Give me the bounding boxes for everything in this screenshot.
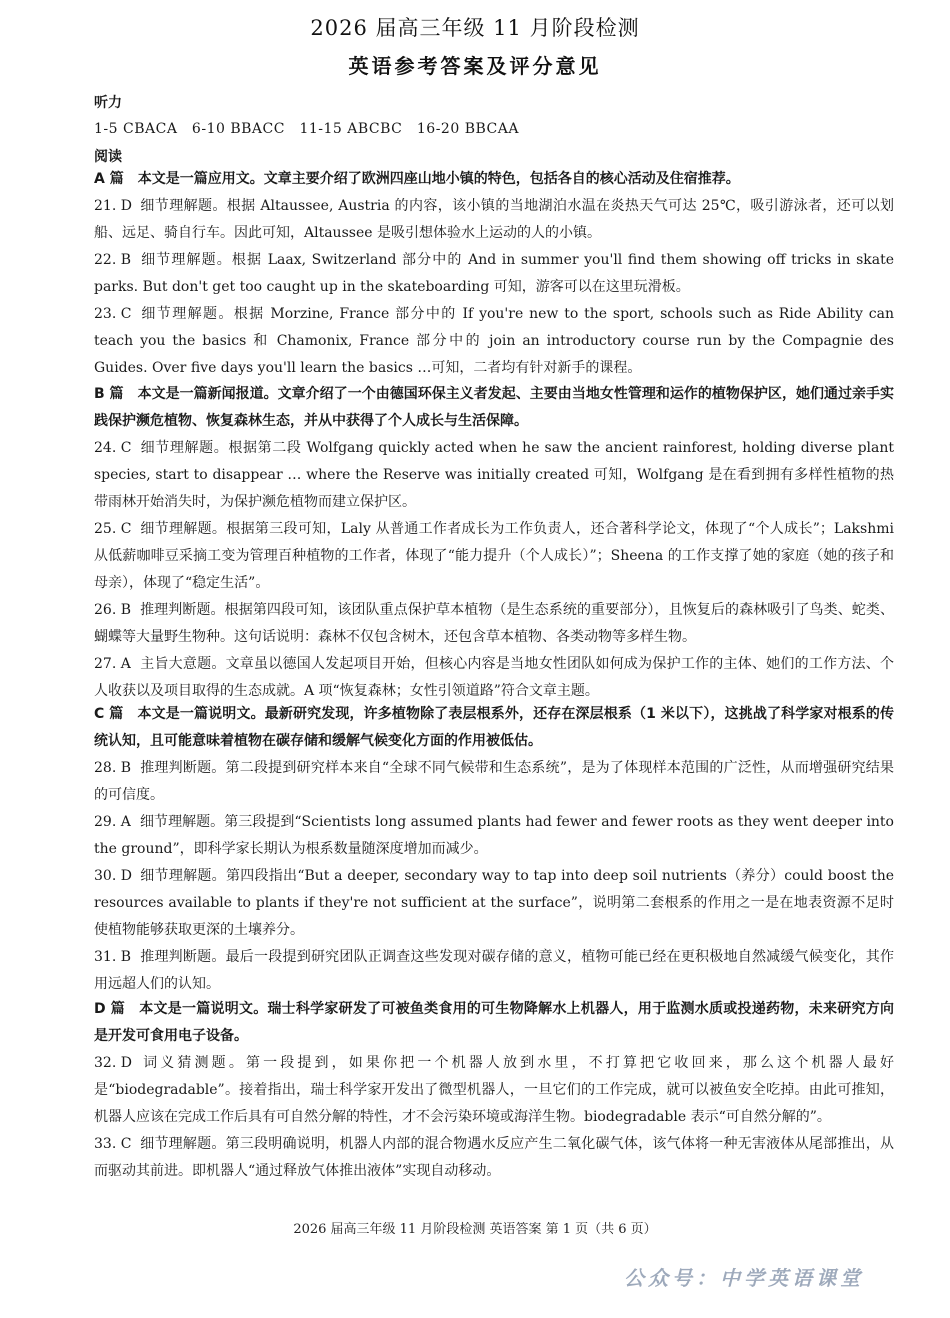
answer-explanation: 词义猜测题。第一段提到，如果你把一个机器人放到水里，不打算把它收回来，那么这个机器人最好是“biodegradable”。接着指出，瑞士科学家开发出了微型机器人，一旦它们的工作完成，就可以被鱼安全吃掉。由此可推知，机器人应该在完成工作后具有可自然分解的特性，才不会污染环境或海洋生物。biodegradable 表示“可自然分解的”。: [94, 1055, 894, 1125]
answer-item: [94, 247, 894, 301]
section-b: [94, 381, 894, 705]
answer-number: 23. C: [94, 306, 132, 322]
answer-number: 25. C: [94, 521, 132, 537]
listening-answers: 1-5 CBACA 6-10 BBACC 11-15 ABCBC 16-20 BBCAA: [94, 121, 519, 137]
answer-explanation: 细节理解题。根据 Laax, Switzerland 部分中的 And in summer you'll find them showing off tricks in skate parks. But don't get too caught up in the skateboarding 可知，游客可以在这里玩滑板。: [94, 252, 894, 295]
answer-explanation: 细节理解题。第四段指出“But a deeper, secondary way to tap into deep soil nutrients（养分）could boost the resources available to plants if they're not sufficient at the surface”，说明第二套根系的作用之一是在地表资源不足时使植物能够获取更深的土壤养分。: [94, 868, 894, 938]
answer-explanation: 细节理解题。根据第三段可知，Laly 从普通工作者成长为工作负责人，还合著科学论文，体现了“个人成长”；Lakshmi 从低薪咖啡豆采摘工变为管理百种植物的工作者，体现了“能力提升（个人成长）”；Sheena 的工作支撑了她的家庭（她的孩子和母亲），体现了“稳定生活”。: [94, 521, 894, 591]
section-header: C 篇 本文是一篇说明文。最新研究发现，许多植物除了表层根系外，还存在深层根系（1 米以下），这挑战了科学家对根系的传统认知，且可能意味着植物在碳存储和缓解气候变化方面的作用被低估。: [94, 706, 894, 749]
answer-item: [94, 597, 894, 651]
answer-explanation: 细节理解题。根据第二段 Wolfgang quickly acted when he saw the ancient rainforest, holding diverse plant species, start to disappear … where the Reserve was initially created 可知，Wolfgang 是在看到拥有多样性植物的热带雨林开始消失时，为保护濒危植物而建立保护区。: [94, 440, 894, 510]
answer-number: 29. A: [94, 814, 131, 830]
section-d: [94, 996, 894, 1185]
answer-item: [94, 516, 894, 597]
answer-number: 22. B: [94, 252, 132, 268]
answer-number: 31. B: [94, 949, 132, 965]
answer-item: [94, 1050, 894, 1131]
answer-number: 33. C: [94, 1136, 132, 1152]
answer-number: 27. A: [94, 656, 131, 672]
listening-label: 听力: [94, 95, 122, 111]
answer-item: [94, 651, 894, 705]
answer-explanation: 推理判断题。根据第四段可知，该团队重点保护草本植物（是生态系统的重要部分），且恢复后的森林吸引了鸟类、蛇类、蝴蝶等大量野生物种。这句话说明：森林不仅包含树木，还包含草本植物、各类动物等多样生物。: [94, 602, 894, 645]
answer-explanation: 推理判断题。最后一段提到研究团队正调查这些发现对碳存储的意义，植物可能已经在更积极地自然减缓气候变化，其作用远超人们的认知。: [94, 949, 894, 992]
reading-label: 阅读: [94, 149, 122, 165]
page-title: 2026 届高三年级 11 月阶段检测: [310, 16, 640, 40]
section-header: D 篇 本文是一篇说明文。瑞士科学家研发了可被鱼类食用的可生物降解水上机器人，用于监测水质或投递药物，未来研究方向是开发可食用电子设备。: [94, 1001, 894, 1044]
answer-number: 28. B: [94, 760, 132, 776]
answer-item: [94, 809, 894, 863]
answer-item: [94, 1131, 894, 1185]
answer-explanation: 细节理解题。根据 Altaussee, Austria 的内容，该小镇的当地湖泊水温在炎热天气可达 25℃，吸引游泳者，还可以划船、远足、骑自行车。因此可知，Altaussee 是吸引想体验水上运动的人的小镇。: [94, 198, 894, 241]
section-header: A 篇 本文是一篇应用文。文章主要介绍了欧洲四座山地小镇的特色，包括各自的核心活动及住宿推荐。: [94, 171, 740, 187]
watermark: 公众号：中学英语课堂: [624, 1266, 864, 1290]
answer-item: [94, 755, 894, 809]
answer-item: [94, 193, 894, 247]
answer-explanation: 细节理解题。第三段明确说明，机器人内部的混合物遇水反应产生二氧化碳气体，该气体将一种无害液体从尾部推出，从而驱动其前进。即机器人“通过释放气体推出液体”实现自动移动。: [94, 1136, 894, 1179]
answer-item: [94, 435, 894, 516]
answer-item: [94, 944, 894, 998]
answer-item: [94, 863, 894, 944]
answer-number: 26. B: [94, 602, 132, 618]
answer-number: 21. D: [94, 198, 132, 214]
page-subtitle: 英语参考答案及评分意见: [348, 54, 602, 78]
answer-number: 32. D: [94, 1055, 132, 1071]
answer-explanation: 细节理解题。第三段提到“Scientists long assumed plants had fewer and fewer roots as they went deeper into the ground”，即科学家长期认为根系数量随深度增加而减少。: [94, 814, 894, 857]
answer-item: [94, 301, 894, 382]
section-c: [94, 701, 894, 998]
section-header: B 篇 本文是一篇新闻报道。文章介绍了一个由德国环保主义者发起、主要由当地女性管理和运作的植物保护区，她们通过亲手实践保护濒危植物、恢复森林生态，并从中获得了个人成长与生活保障。: [94, 386, 894, 429]
answer-explanation: 细节理解题。根据 Morzine, France 部分中的 If you're new to the sport, schools such as Ride Ability can teach you the basics 和 Chamonix, France 部分中的 join an introductory course run by the Compagnie des Guides. Over five days you'll learn the basics …可知，二者均有针对新手的课程。: [94, 306, 894, 376]
page-footer: 2026 届高三年级 11 月阶段检测 英语答案 第 1 页（共 6 页）: [293, 1222, 657, 1237]
answer-number: 30. D: [94, 868, 132, 884]
answer-explanation: 推理判断题。第二段提到研究样本来自“全球不同气候带和生态系统”，是为了体现样本范围的广泛性，从而增强研究结果的可信度。: [94, 760, 894, 803]
answer-explanation: 主旨大意题。文章虽以德国人发起项目开始，但核心内容是当地女性团队如何成为保护工作的主体、她们的工作方法、个人收获以及项目取得的生态成就。A 项“恢复森林；女性引领道路”符合文章主题。: [94, 656, 894, 699]
answer-number: 24. C: [94, 440, 132, 456]
section-a: [94, 166, 894, 382]
